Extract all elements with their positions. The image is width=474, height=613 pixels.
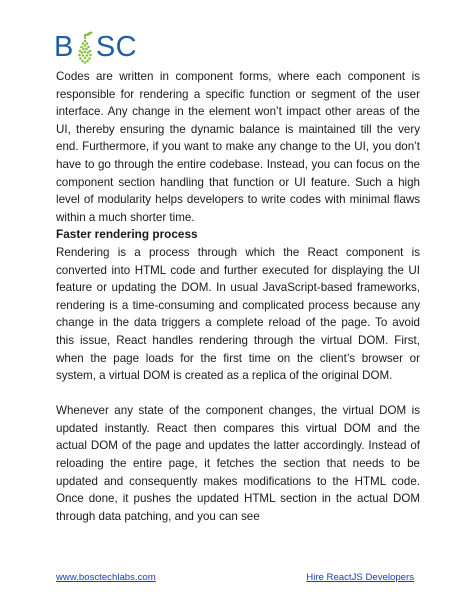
main-content [56,68,420,525]
section-heading: Faster rendering process [56,227,198,242]
paragraph-virtual-dom: Whenever any state of the component changes, the virtual DOM is updated instantly. React then compares this virtual DOM and the actual DOM of the page and updates the latter accordingly. Instead of reloading the entire page, it fetches the section that needs to be updated and consequently makes modifications to the HTML code. Once done, it pushes the updated HTML section in the actual DOM through data patching, and you can see [56,404,420,523]
paragraph-spacer [56,385,420,403]
logo-letter-b: B [54,31,74,63]
paragraph-rendering: Rendering is a process through which the React component is converted into HTML code and further executed for displaying the UI feature or updating the DOM. In usual JavaScript-based frameworks, rendering is a time-consuming and complicated process because any change in the data triggers a complete reload of the page. To avoid this issue, React handles rendering through the virtual DOM. First, when the page loads for the first time on the client’s browser or system, a virtual DOM is created as a replica of the original DOM. [56,245,420,383]
bosc-logo [54,27,137,63]
logo-wordmark [54,29,137,63]
website-link[interactable]: www.bosctechlabs.com [56,572,156,583]
logo-letters-sc: SC [95,31,138,63]
paragraph-component-forms: Codes are written in component forms, where each component is responsible for rendering a specific function or segment of the user interface. Any change in the element won’t impact other areas of the UI, thereby ensuring the dynamic balance is maintained till the very end. Furthermore, if you want to make any change to the UI, you don’t have to go through the entire codebase. Instead, you can focus on the component section handling that function or UI feature. Such a high level of modularity helps developers to write codes with minimal flaws within a much shorter time. [56,70,420,224]
hire-reactjs-link[interactable]: Hire ReactJS Developers [306,572,414,583]
logo-pear-icon [75,31,95,65]
